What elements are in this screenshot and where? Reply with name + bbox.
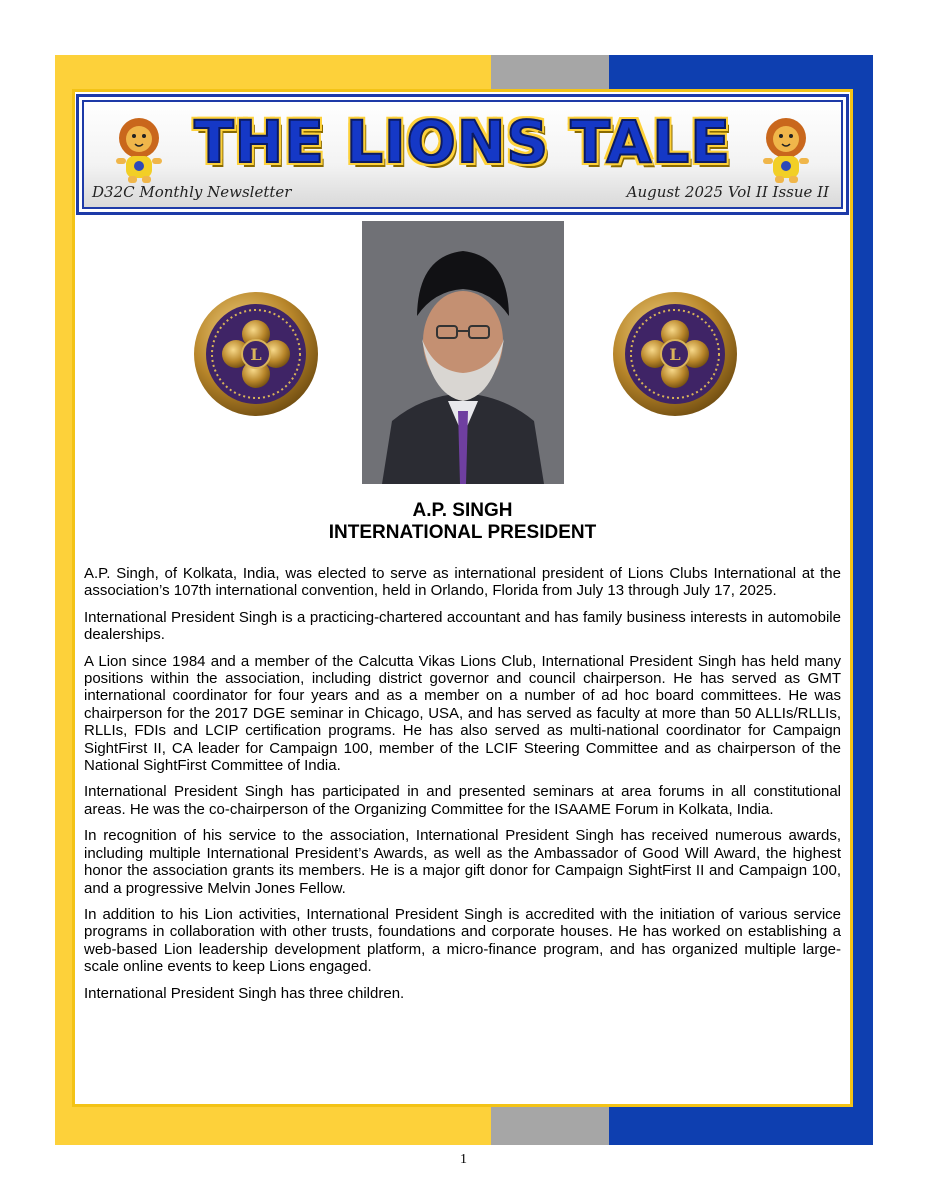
svg-text:L: L [669,345,681,364]
paragraph: International President Singh has participated in and presented seminars at area forums in all constitutional areas. He was the co-chairperson of the Organizing Committee for the ISAAME Forum in Kolkata, India. [84,783,841,818]
paragraph: A Lion since 1984 and a member of the Calcutta Vikas Lions Club, International President Singh has held many positions within the association, including district governor and council chairperson. He has served as GMT international coordinator for four years and as a member on a number of ad hoc board committees. He was chairperson for the 2017 DGE seminar in Chicago, USA, and has served as faculty at more than 50 ALLIs/RLLIs, RLLIs, FDIs and LCIP certification programs. He has also served as multi-national coordinator for Campaign SightFirst II, CA leader for Campaign 100, member of the LCIF Steering Committee and as chairperson of the National SightFirst Committee of India. [84,652,841,775]
newsletter-subtitle: D32C Monthly Newsletter [92,183,292,201]
paragraph: In recognition of his service to the association, International President Singh has received numerous awards, including multiple International President’s Awards, as well as the Ambassador of Good Will Award, the highest honor the association grants its members. He is a major gift donor for Campaign SightFirst II and Campaign 100, and a progressive Melvin Jones Fellow. [84,827,841,897]
president-role: INTERNATIONAL PRESIDENT [328,522,597,543]
paragraph: International President Singh has three children. [84,984,405,1002]
svg-text:L: L [250,345,262,364]
issue-date: August 2025 Vol II Issue II [626,183,829,201]
paragraph: A.P. Singh, of Kolkata, India, was elected to serve as international president of Lions Clubs International at the association’s 107th international convention, held in Orlando, Florida from July 13 through July 17, 2025. [84,565,841,600]
paragraph: International President Singh is a practicing-chartered accountant and has family business interests in automobile dealerships. [84,608,841,644]
page-number: 1 [460,1152,467,1167]
president-name: A.P. SINGH [412,500,513,521]
newsletter-title: THE LIONS TALE [194,108,731,176]
lion-mascot-icon [751,114,821,186]
paragraph: In addition to his Lion activities, International President Singh is accredited with the initiation of various service programs in collaboration with other trusts, foundations and corporate houses. He has worked on establishing a web-based Lion leadership development platform, a micro-finance program, and has organized multiple large-scale online events to keep Lions engaged. [84,905,841,976]
mission-pin-icon [611,290,739,418]
portrait-image [362,221,564,484]
article-body [84,565,841,1011]
mission-pin-icon [192,290,320,418]
masthead-inner [82,100,843,209]
masthead [76,94,849,215]
president-photo [362,221,564,484]
